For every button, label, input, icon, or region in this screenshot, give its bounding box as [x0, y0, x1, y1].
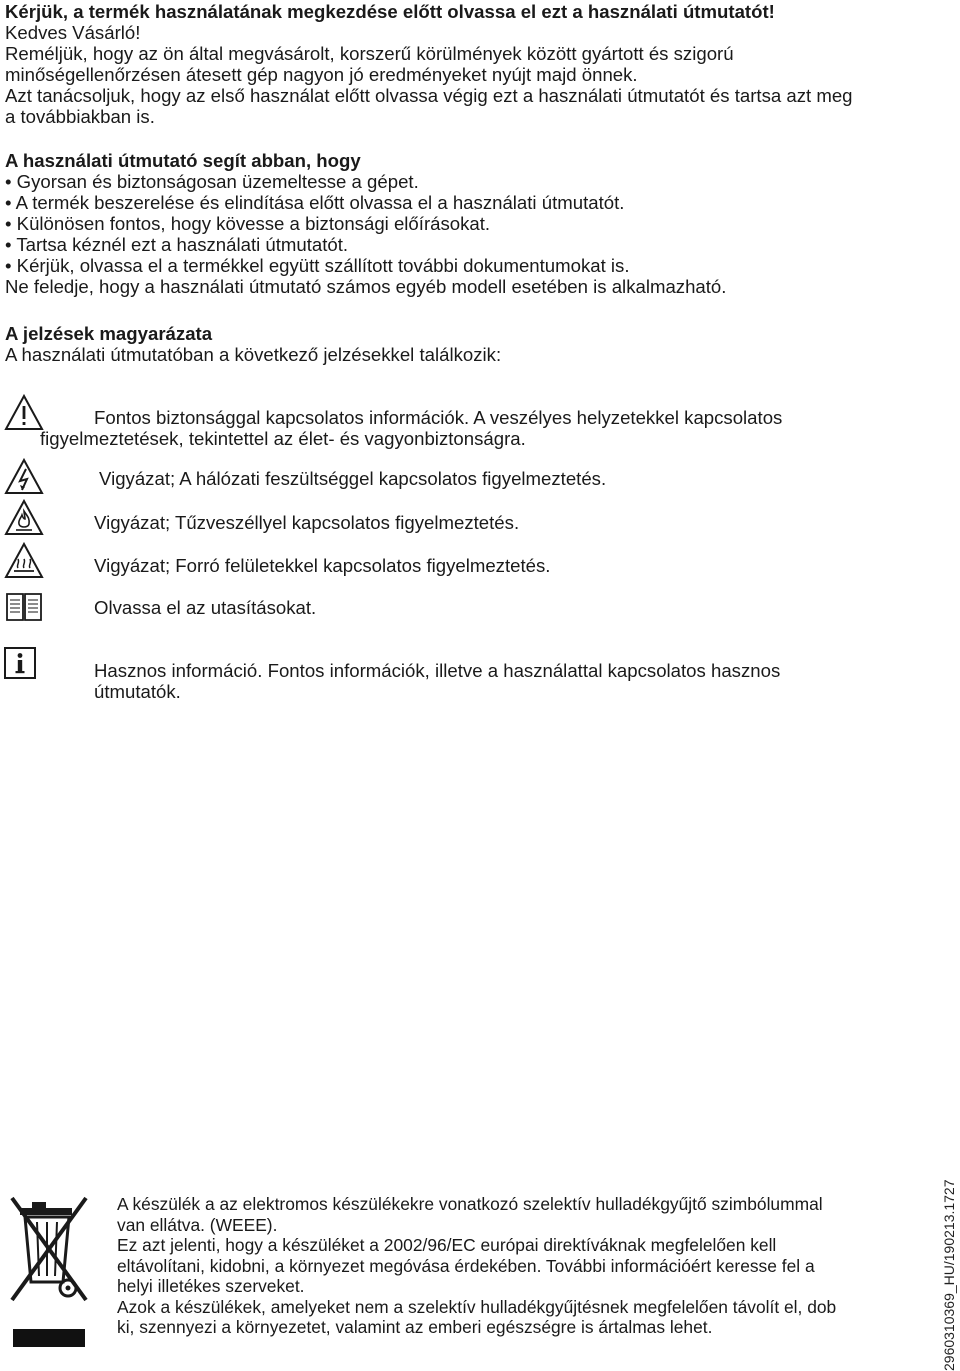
guide-heading: A használati útmutató segít abban, hogy	[5, 150, 361, 171]
document-number: 2960310369_HU/190213.1727	[941, 1179, 957, 1371]
fire-hazard-icon	[4, 498, 44, 538]
symbol-text: figyelmeztetések, tekintettel az élet- és vagyonbiztonságra.	[40, 428, 526, 449]
read-manual-icon	[4, 586, 44, 626]
symbol-text: Vigyázat; A hálózati feszültséggel kapcsolatos figyelmeztetés.	[99, 468, 607, 489]
guide-bullet: • Kérjük, olvassa el a termékkel együtt szállított további dokumentumokat is.	[5, 255, 630, 276]
weee-line: eltávolítani, kidobni, a környezet megóvása érdekében. További információért keresse fel a	[117, 1255, 815, 1276]
weee-line: Azok a készülékek, amelyeket nem a szelektív hulladékgyűjtésnek megfelelően távolít el, dob	[117, 1296, 837, 1317]
electric-hazard-icon	[4, 457, 44, 497]
weee-line: van ellátva. (WEEE).	[117, 1214, 278, 1235]
weee-section	[117, 1194, 836, 1338]
symbol-text: Olvassa el az utasításokat.	[94, 597, 317, 618]
guide-note: Ne feledje, hogy a használati útmutató számos egyéb modell esetében is alkalmazható.	[5, 276, 727, 297]
warning-triangle-icon	[4, 393, 44, 433]
symbols-heading: A jelzések magyarázata	[5, 323, 213, 344]
greeting: Kedves Vásárló!	[5, 22, 141, 43]
guide-bullet: • Különösen fontos, hogy kövesse a biztonsági előírásokat.	[5, 213, 491, 234]
intro-text-line: minőségellenőrzésen átesett gép nagyon jó eredményeket nyújt majd önnek.	[5, 64, 638, 85]
symbol-text: Vigyázat; Tűzveszéllyel kapcsolatos figyelmeztetés.	[94, 512, 520, 533]
guide-bullet: • Tartsa kéznél ezt a használati útmutatót.	[5, 234, 349, 255]
symbols-intro: A használati útmutatóban a következő jelzésekkel találkozik:	[5, 344, 502, 365]
hot-surface-icon	[4, 541, 44, 581]
weee-line: helyi illetékes szerveket.	[117, 1276, 305, 1296]
guide-section	[5, 150, 726, 297]
symbol-text: Fontos biztonsággal kapcsolatos információk. A veszélyes helyzetekkel kapcsolatos	[94, 407, 783, 428]
intro-text-line: Azt tanácsoljuk, hogy az első használat előtt olvassa végig ezt a használati útmutatót és tartsa azt meg	[5, 85, 853, 106]
weee-line: A készülék a az elektromos készülékekre vonatkozó szelektív hulladékgyűjtő szimbólummal	[117, 1194, 823, 1214]
intro-section	[5, 1, 853, 127]
intro-title: Kérjük, a termék használatának megkezdése előtt olvassa el ezt a használati útmutatót!	[5, 1, 775, 22]
symbol-text: Vigyázat; Forró felületekkel kapcsolatos figyelmeztetés.	[94, 555, 551, 576]
symbol-text: Hasznos információ. Fontos információk, illetve a használattal kapcsolatos hasznos	[94, 660, 781, 681]
guide-bullet: • A termék beszerelése és elindítása előtt olvassa el a használati útmutatót.	[5, 192, 625, 213]
intro-text-line: Reméljük, hogy az ön által megvásárolt, korszerű körülmények között gyártott és szigorú	[5, 43, 734, 64]
weee-line: ki, szennyezi a környezetet, valamint az emberi egészségre is ártalmas lehet.	[117, 1317, 713, 1337]
symbols-section	[5, 323, 501, 365]
info-icon	[4, 647, 36, 679]
intro-text-line: a továbbiakban is.	[5, 106, 155, 127]
guide-bullet: • Gyorsan és biztonságosan üzemeltesse a gépet.	[5, 171, 419, 192]
symbol-text: útmutatók.	[94, 681, 181, 702]
crossed-bin-icon	[10, 1196, 90, 1354]
weee-line: Ez azt jelenti, hogy a készüléket a 2002/96/EC európai direktíváknak megfelelően kell	[117, 1235, 777, 1255]
